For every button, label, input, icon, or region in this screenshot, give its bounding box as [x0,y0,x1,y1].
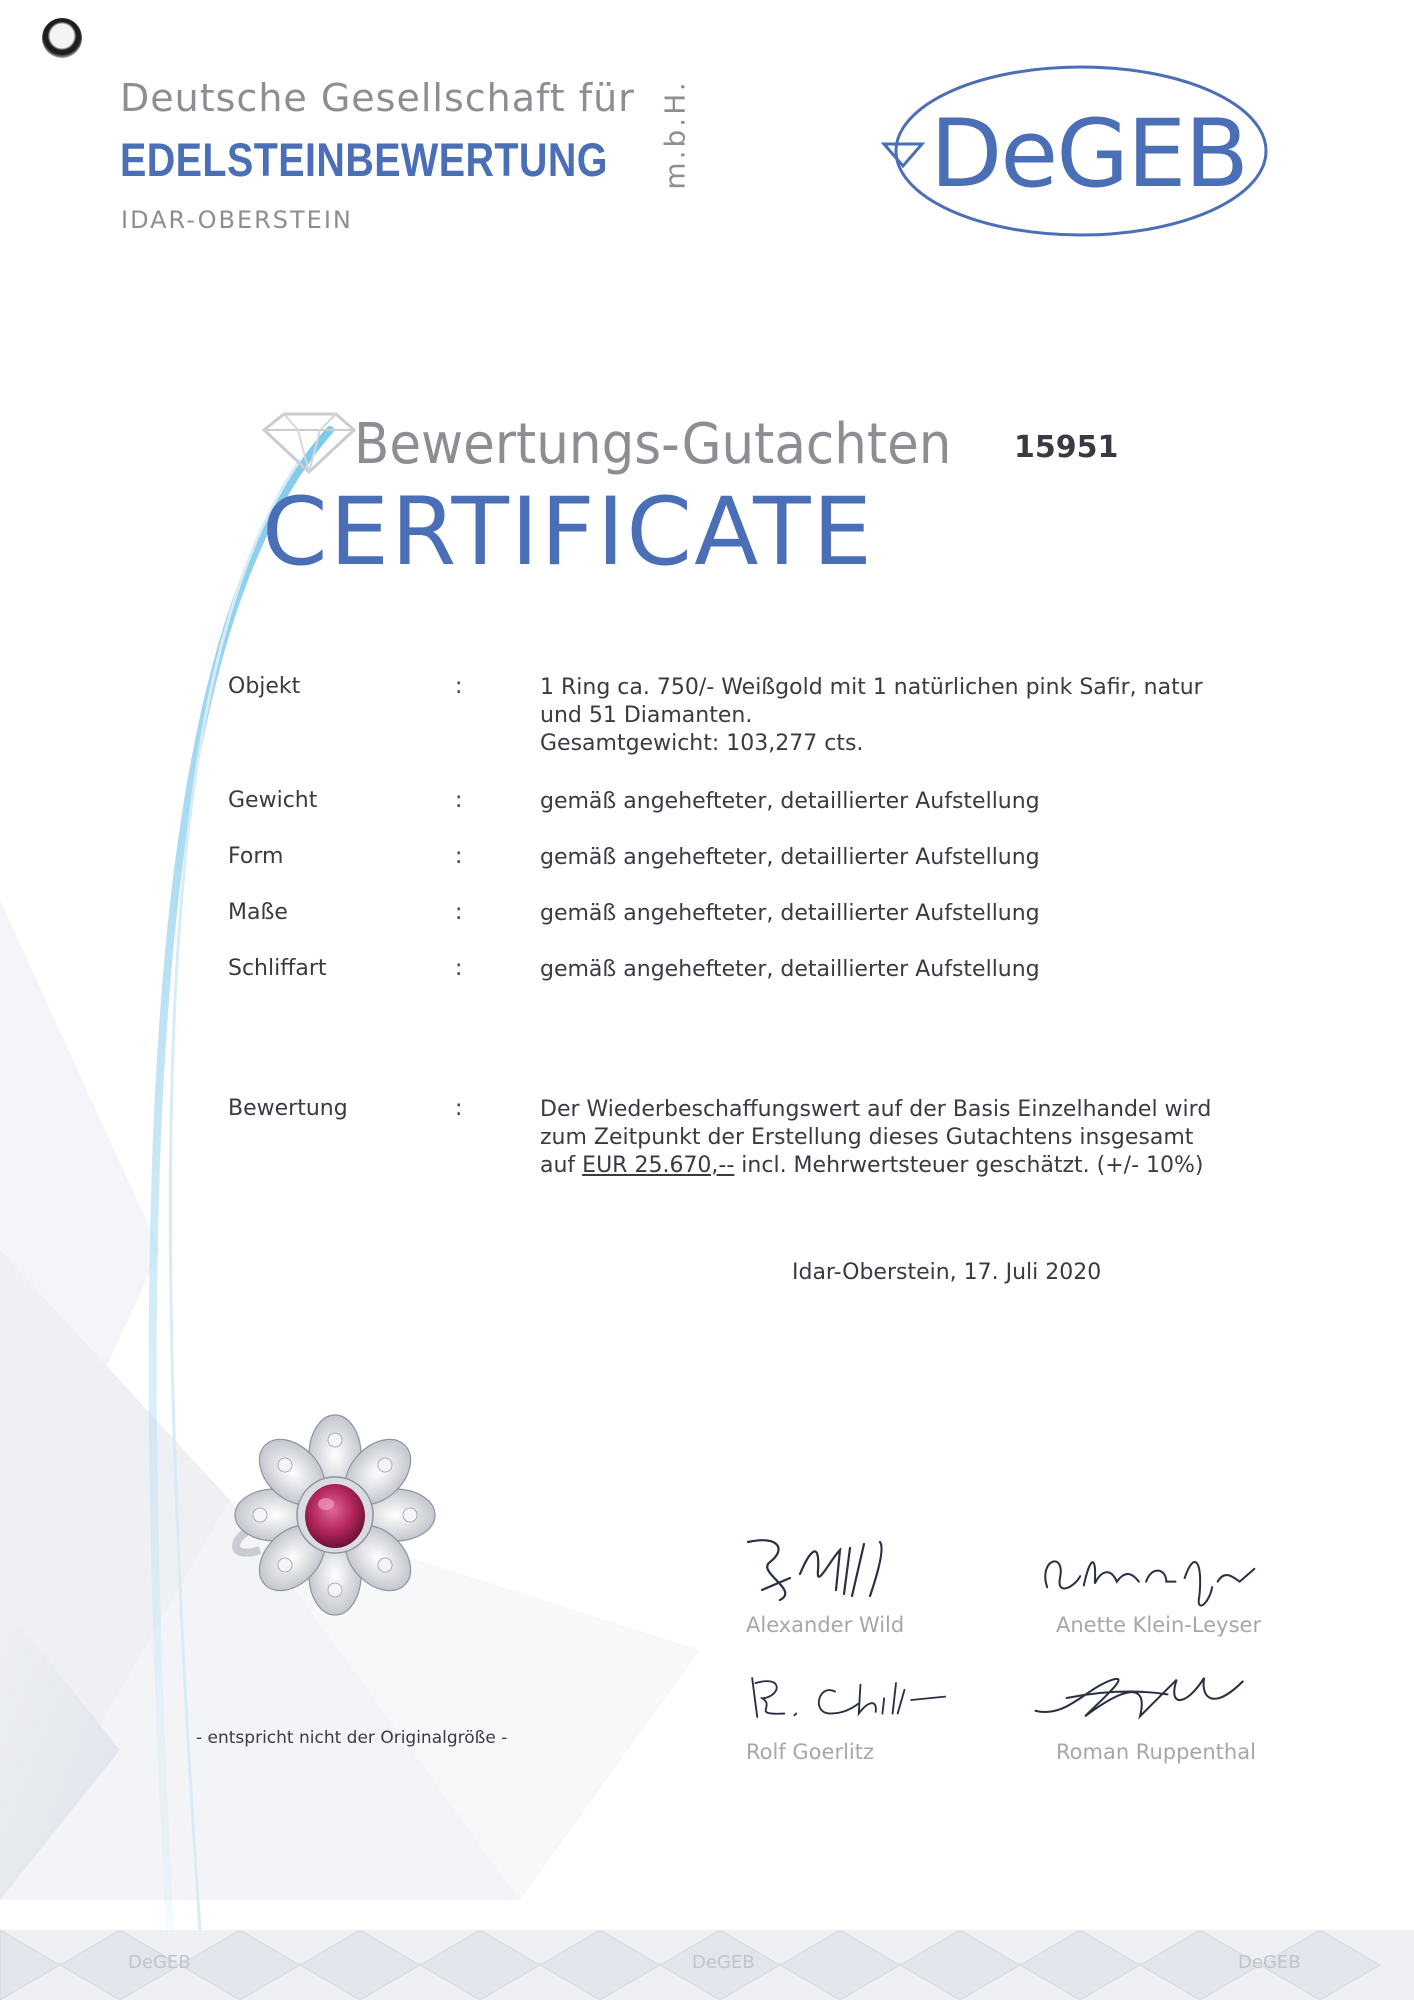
signatory-name: Roman Ruppenthal [1056,1740,1256,1764]
diamond-outline-icon [262,412,356,474]
field-value-masse: gemäß angehefteter, detaillierter Aufstellung [540,901,1040,926]
field-separator: : [455,1096,463,1121]
valuation-prefix: auf [540,1153,583,1178]
field-label-bewertung: Bewertung [228,1096,348,1121]
objekt-line-2: und 51 Diamanten. [540,703,753,728]
valuation-line-1: Der Wiederbeschaffungswert auf der Basis Einzelhandel wird [540,1097,1212,1122]
field-label-masse: Maße [228,900,288,925]
company-legal-suffix: m.b.H. [658,79,692,190]
logo-diamond-icon [884,144,922,166]
signatory-name: Alexander Wild [746,1613,905,1637]
valuation-amount: EUR 25.670,-- [582,1153,735,1178]
field-value-objekt [540,674,1203,758]
signatory-name: Anette Klein-Leyser [1056,1613,1262,1637]
signatory-name: Rolf Goerlitz [746,1740,874,1764]
field-separator: : [455,674,463,699]
footer-watermark-logo: DeGEB [128,1952,191,1973]
company-name-line2: EDELSTEINBEWERTUNG [120,133,608,186]
field-value-schliffart: gemäß angehefteter, detaillierter Aufstellung [540,957,1040,982]
field-separator: : [455,788,463,813]
signature-rolf-goerlitz [742,1660,962,1740]
field-value-gewicht: gemäß angehefteter, detaillierter Aufstellung [540,789,1040,814]
ring-photo [230,1410,440,1620]
objekt-line-1: 1 Ring ca. 750/- Weißgold mit 1 natürlichen pink Safir, natur [540,675,1203,700]
field-value-bewertung [540,1096,1211,1180]
field-label-schliffart: Schliffart [228,956,327,981]
valuation-line-2: zum Zeitpunkt der Erstellung dieses Gutachtens insgesamt [540,1125,1194,1150]
field-separator: : [455,956,463,981]
logo-text: DeGEB [930,100,1247,209]
field-value-form: gemäß angehefteter, detaillierter Aufstellung [540,845,1040,870]
title-english: CERTIFICATE [262,478,874,587]
punch-hole [42,18,82,58]
certificate-number: 15951 [1014,430,1119,465]
signature-alexander-wild [740,1530,960,1610]
objekt-line-3: Gesamtgewicht: 103,277 cts. [540,731,864,756]
field-label-form: Form [228,844,284,869]
field-label-objekt: Objekt [228,674,301,699]
place-date: Idar-Oberstein, 17. Juli 2020 [792,1260,1102,1285]
signature-roman-ruppenthal [1030,1658,1250,1738]
footer-watermark-logo: DeGEB [1238,1952,1301,1973]
title-german: Bewertungs-Gutachten [354,412,952,477]
company-name-line1: Deutsche Gesellschaft für [120,76,635,120]
valuation-line-3 [540,1152,1211,1180]
field-separator: : [455,844,463,869]
field-label-gewicht: Gewicht [228,788,318,813]
valuation-suffix: incl. Mehrwertsteuer geschätzt. (+/- 10%) [734,1153,1204,1178]
field-separator: : [455,900,463,925]
footer-watermark-logo: DeGEB [692,1952,755,1973]
photo-size-note: - entspricht nicht der Originalgröße - [196,1728,508,1748]
company-location: IDAR-OBERSTEIN [121,206,353,234]
signature-anette-klein-leyser [1038,1538,1258,1618]
